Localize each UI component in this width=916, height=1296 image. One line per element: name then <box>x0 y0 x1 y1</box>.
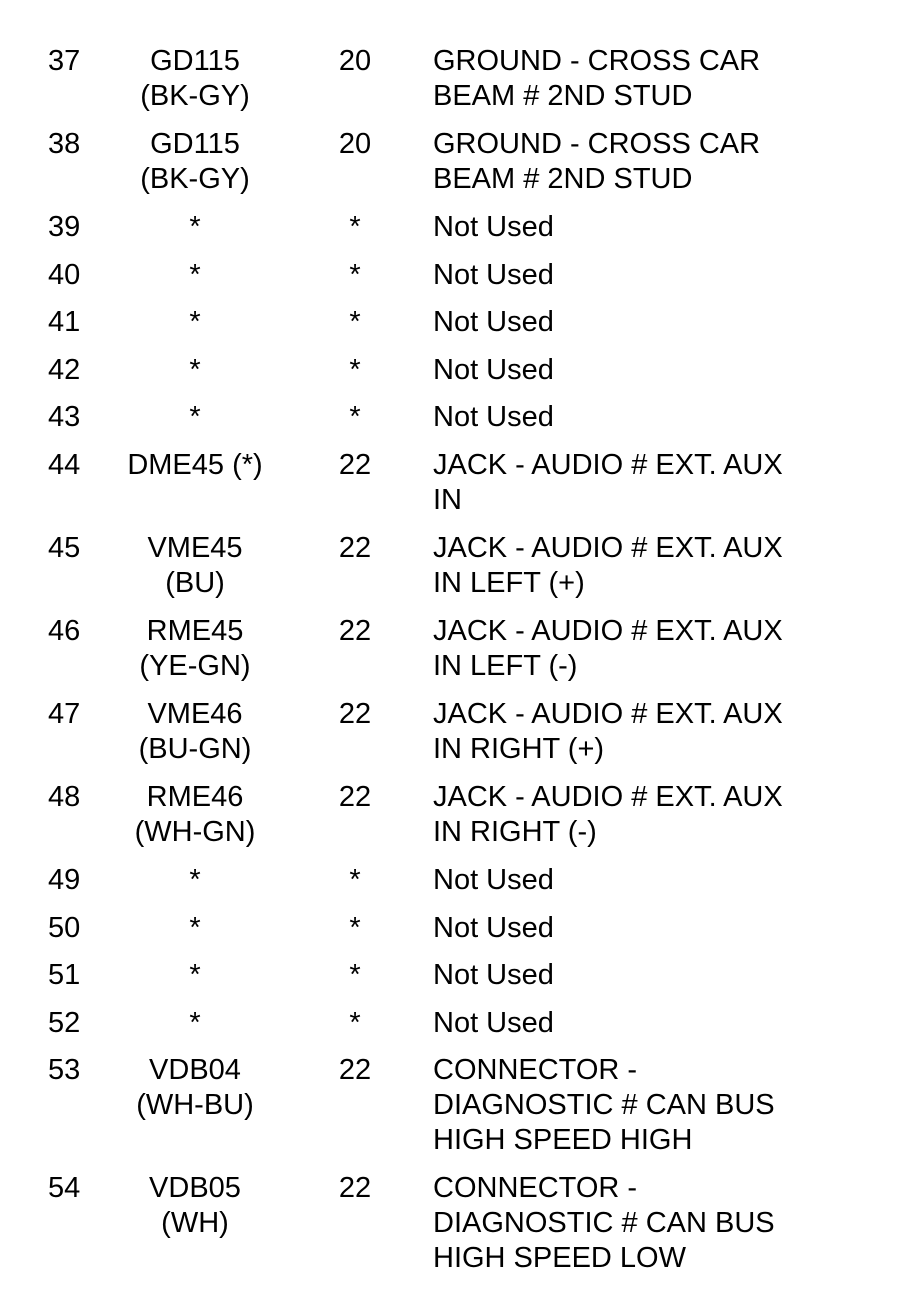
circuit-function: JACK - AUDIO # EXT. AUX IN RIGHT (+) <box>433 697 783 765</box>
circuit-wire-color: * <box>189 911 201 944</box>
cavity-number: 43 <box>48 401 81 434</box>
table-row <box>0 1171 916 1289</box>
circuit-wire-color: VDB04 (WH-BU) <box>136 1054 254 1122</box>
circuit-function: Not Used <box>433 258 554 291</box>
cavity-number: 46 <box>48 614 81 647</box>
wire-gauge: * <box>349 211 361 243</box>
circuit-function: JACK - AUDIO # EXT. AUX IN RIGHT (-) <box>433 780 783 848</box>
circuit-function: CONNECTOR - DIAGNOSTIC # CAN BUS HIGH SPEED HIGH <box>433 1054 775 1157</box>
circuit-function: Not Used <box>433 959 554 992</box>
circuit-wire-color: * <box>189 353 201 386</box>
table-row <box>0 531 916 614</box>
table-row <box>0 1053 916 1171</box>
table-row <box>0 697 916 780</box>
circuit-wire-color: RME45 (YE-GN) <box>139 614 251 682</box>
circuit-wire-color: DME45 (*) <box>127 448 263 481</box>
wire-gauge: 22 <box>338 448 372 481</box>
circuit-wire-color: * <box>189 211 201 243</box>
circuit-function: Not Used <box>433 401 554 434</box>
cavity-number: 41 <box>48 306 81 339</box>
wire-gauge: * <box>349 863 361 896</box>
cavity-number: 44 <box>48 448 81 481</box>
circuit-wire-color: * <box>189 959 201 992</box>
wire-gauge: 22 <box>338 1054 372 1087</box>
circuit-function: JACK - AUDIO # EXT. AUX IN LEFT (-) <box>433 614 783 682</box>
cavity-number: 53 <box>48 1054 81 1087</box>
circuit-function: GROUND - CROSS CAR BEAM # 2ND STUD <box>433 45 761 112</box>
wire-gauge: * <box>349 959 361 992</box>
circuit-wire-color: GD115 (BK-GY) <box>140 45 250 112</box>
table-row <box>0 353 916 401</box>
circuit-wire-color: GD115 (BK-GY) <box>140 128 250 195</box>
wire-gauge: 22 <box>338 780 372 813</box>
circuit-wire-color: * <box>189 1006 201 1039</box>
circuit-wire-color: VDB05 (WH) <box>149 1172 241 1240</box>
cavity-number: 51 <box>48 959 81 992</box>
cavity-number: 52 <box>48 1006 81 1039</box>
circuit-wire-color: RME46 (WH-GN) <box>134 780 256 848</box>
circuit-function: Not Used <box>433 306 554 339</box>
circuit-wire-color: VME45 (BU) <box>147 531 243 599</box>
circuit-function: Not Used <box>433 353 554 386</box>
cavity-number: 42 <box>48 353 81 386</box>
cavity-number: 54 <box>48 1172 81 1205</box>
cavity-number: 50 <box>48 911 81 944</box>
table-row <box>0 258 916 306</box>
wire-gauge: 22 <box>338 1172 372 1205</box>
circuit-function: Not Used <box>433 863 554 896</box>
table-row <box>0 448 916 531</box>
cavity-number: 48 <box>48 780 81 813</box>
table-row <box>0 1006 916 1054</box>
cavity-number: 40 <box>48 258 81 291</box>
circuit-function: Not Used <box>433 911 554 944</box>
cavity-number: 45 <box>48 531 81 564</box>
table-row <box>0 44 916 127</box>
cavity-number: 47 <box>48 697 81 730</box>
wire-gauge: * <box>349 1006 361 1039</box>
cavity-number: 49 <box>48 863 81 896</box>
circuit-wire-color: * <box>189 401 201 434</box>
wire-gauge: 20 <box>338 128 372 160</box>
wire-gauge: 22 <box>338 531 372 564</box>
table-row <box>0 780 916 863</box>
table-row <box>0 614 916 697</box>
circuit-wire-color: * <box>189 863 201 896</box>
connector-pin-table <box>0 44 916 1289</box>
wire-gauge: * <box>349 258 361 291</box>
wire-gauge: * <box>349 353 361 386</box>
cavity-number: 37 <box>48 45 81 77</box>
circuit-function: JACK - AUDIO # EXT. AUX IN LEFT (+) <box>433 531 783 599</box>
table-row <box>0 305 916 353</box>
cavity-number: 38 <box>48 128 81 160</box>
cavity-number: 39 <box>48 211 81 243</box>
wire-gauge: * <box>349 306 361 339</box>
circuit-function: CONNECTOR - DIAGNOSTIC # CAN BUS HIGH SPEED LOW <box>433 1172 775 1275</box>
table-row <box>0 210 916 258</box>
wire-gauge: * <box>349 401 361 434</box>
table-row <box>0 863 916 911</box>
circuit-function: Not Used <box>433 211 554 243</box>
wire-gauge: 22 <box>338 614 372 647</box>
wire-gauge: 20 <box>338 45 372 77</box>
circuit-wire-color: * <box>189 258 201 291</box>
wire-gauge: 22 <box>338 697 372 730</box>
table-row <box>0 400 916 448</box>
table-row <box>0 127 916 210</box>
table-row <box>0 911 916 959</box>
circuit-function: GROUND - CROSS CAR BEAM # 2ND STUD <box>433 128 761 195</box>
circuit-wire-color: VME46 (BU-GN) <box>138 697 252 765</box>
circuit-function: JACK - AUDIO # EXT. AUX IN <box>433 448 783 516</box>
circuit-function: Not Used <box>433 1006 554 1039</box>
wire-gauge: * <box>349 911 361 944</box>
table-row <box>0 958 916 1006</box>
circuit-wire-color: * <box>189 306 201 339</box>
